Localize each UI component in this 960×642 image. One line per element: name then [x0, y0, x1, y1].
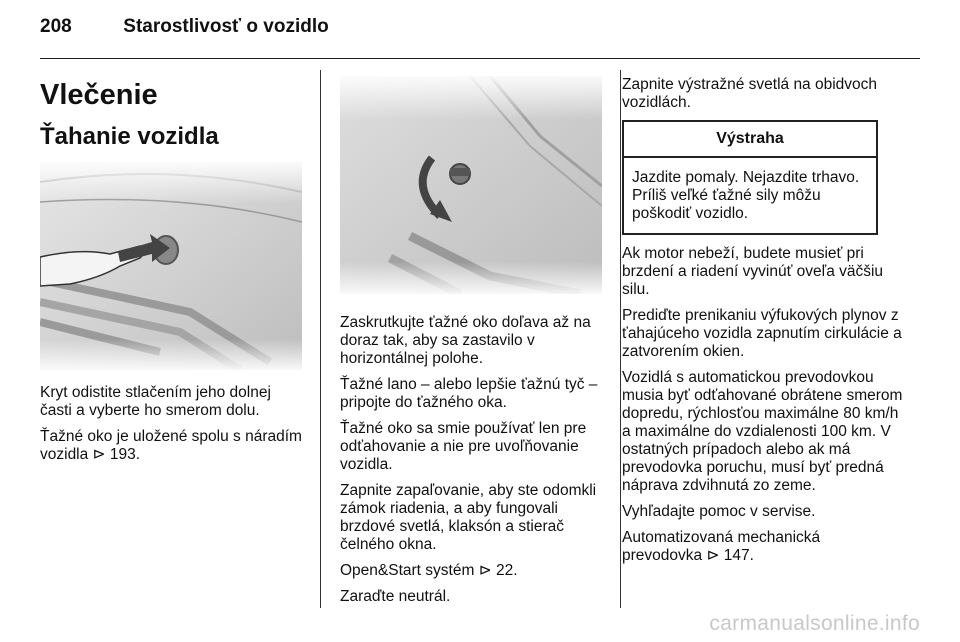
paragraph: Open&Start systém ⊳ 22.	[340, 562, 518, 579]
section-title: Starostlivosť o vozidlo	[123, 16, 329, 37]
column-divider-2	[620, 70, 621, 608]
paragraph: Ťažné oko je uložené spolu s náradím vozidla ⊳ 193.	[40, 428, 302, 463]
warning-box	[622, 120, 878, 235]
paragraph: Ťažné lano – alebo lepšie ťažnú tyč – pripojte do ťažného oka.	[340, 376, 598, 411]
column-divider-1	[320, 70, 321, 608]
paragraph: Ťažné oko sa smie používať len pre odťahovanie a nie pre uvoľňovanie vozidla.	[340, 420, 587, 473]
tow-eye-illustration	[340, 76, 602, 294]
page-number: 208	[40, 16, 72, 37]
paragraph: Vozidlá s automatickou prevodovkou musia byť odťahované obrátene smerom dopredu, rýchlosťou maximálne 80 km/h a maximálne do vzdialenosti 100 km. V ostatných prípadoch alebo ak má prevodovka poruchu, musí byť predná náprava zdvihnutá zo zeme.	[622, 369, 903, 494]
column-3	[622, 70, 904, 573]
sub-heading: Ťahanie vozidla	[40, 123, 219, 150]
paragraph: Zapnite zapaľovanie, aby ste odomkli zámok riadenia, a aby fungovali brzdové svetlá, klaksón a stierač čelného okna.	[340, 482, 597, 553]
main-heading: Vlečenie	[40, 79, 158, 111]
cover-removal-illustration	[40, 162, 302, 370]
bumper-hand-drawing	[40, 162, 302, 370]
paragraph: Zapnite výstražné svetlá na obidvoch vozidlách.	[622, 76, 878, 111]
watermark: carmanualsonline.info	[709, 612, 920, 635]
paragraph: Prediďte prenikaniu výfukových plynov z ťahajúceho vozidla zapnutím cirkulácie a zatvorením okien.	[622, 307, 902, 360]
paragraph: Ak motor nebeží, budete musieť pri brzdení a riadení vyvinúť oveľa väčšiu silu.	[622, 245, 884, 298]
column-1	[40, 70, 304, 472]
paragraph: Automatizovaná mechanická prevodovka ⊳ 147.	[622, 529, 821, 564]
warning-text: Jazdite pomaly. Nejazdite trhavo. Príliš veľké ťažné sily môžu poškodiť vozidlo.	[632, 169, 860, 222]
header-rule	[40, 58, 920, 59]
paragraph: Zaskrutkujte ťažné oko doľava až na doraz tak, aby sa zastavilo v horizontálnej polohe.	[340, 314, 591, 367]
warning-title: Výstraha	[624, 122, 876, 158]
page-header	[40, 16, 329, 38]
paragraph: Kryt odistite stlačením jeho dolnej časti a vyberte ho smerom dolu.	[40, 384, 271, 419]
paragraph: Vyhľadajte pomoc v servise.	[622, 503, 816, 520]
column-2	[340, 70, 602, 614]
tow-eye-drawing	[340, 76, 602, 294]
paragraph: Zaraďte neutrál.	[340, 588, 451, 605]
